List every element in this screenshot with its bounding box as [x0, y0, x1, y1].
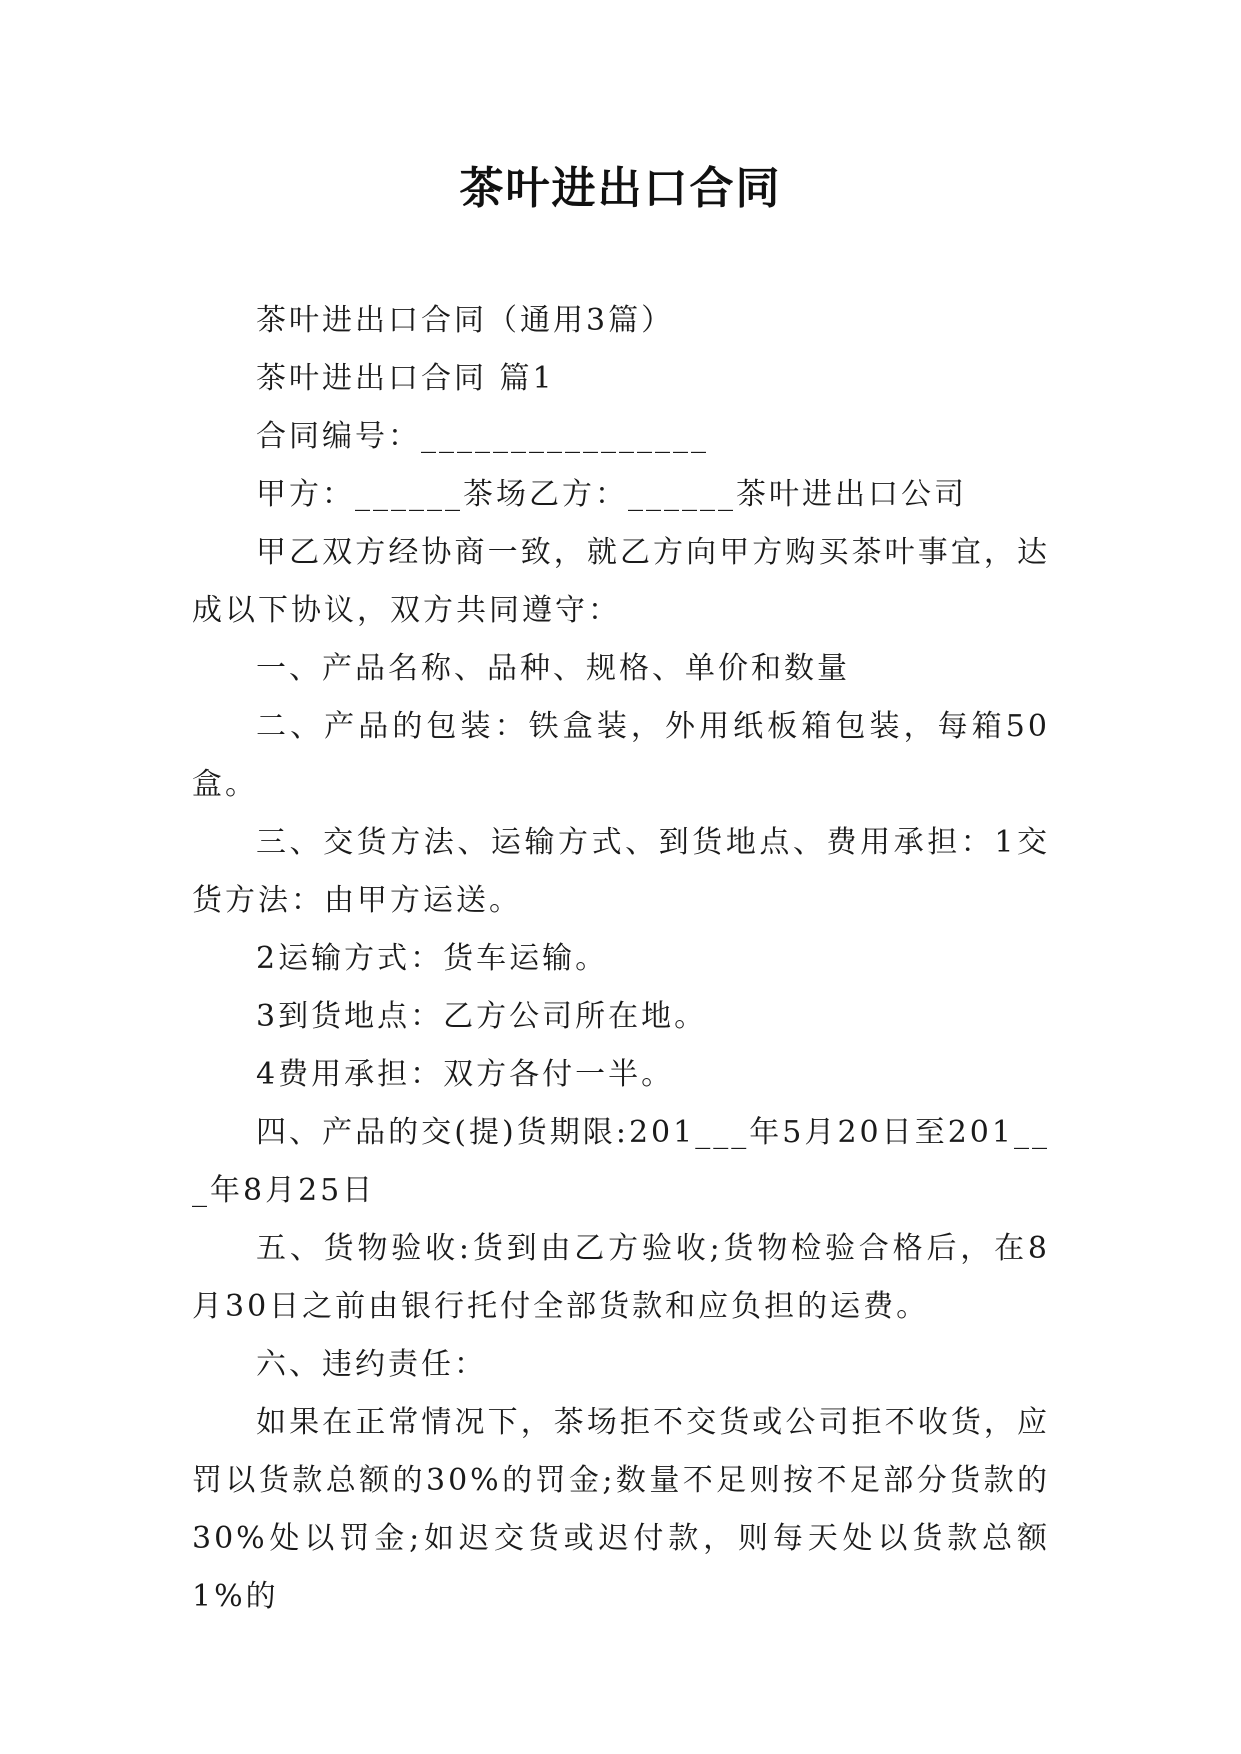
paragraph-clause-3-2: 2运输方式：货车运输。 — [256, 941, 609, 976]
document-title: 茶叶进出口合同 — [459, 163, 782, 214]
paragraph-contract-number: 合同编号：________________ — [256, 419, 709, 454]
paragraph-clause-6: 六、违约责任： — [256, 1347, 487, 1382]
paragraph-clause-6-text: 如果在正常情况下，茶场拒不交货或公司拒不收货，应罚以货款总额的30%的罚金;数量不足则按不足部分货款的30%处以罚金;如迟交货或迟付款，则每天处以货款总额1%的 — [192, 1405, 1050, 1614]
paragraph-clause-3-4: 4费用承担：双方各付一半。 — [256, 1057, 675, 1092]
paragraph-clause-5: 五、货物验收:货到由乙方验收;货物检验合格后，在8月30日之前由银行托付全部货款和应负担的运费。 — [192, 1231, 1050, 1324]
paragraph-clause-4: 四、产品的交(提)货期限:201___年5月20日至201___年8月25日 — [192, 1115, 1050, 1208]
paragraph-clause-1: 一、产品名称、品种、规格、单价和数量 — [256, 651, 850, 686]
paragraph-clause-3: 三、交货方法、运输方式、到货地点、费用承担：1交货方法：由甲方运送。 — [192, 825, 1050, 918]
paragraph-parties: 甲方：______茶场乙方：______茶叶进出口公司 — [256, 477, 967, 512]
paragraph-clause-2: 二、产品的包装：铁盒装，外用纸板箱包装，每箱50盒。 — [192, 709, 1050, 802]
document-body — [192, 292, 1050, 1626]
paragraph-part-heading: 茶叶进出口合同 篇1 — [256, 361, 555, 396]
paragraph-subtitle: 茶叶进出口合同（通用3篇） — [256, 303, 675, 338]
paragraph-preamble: 甲乙双方经协商一致，就乙方向甲方购买茶叶事宜，达成以下协议，双方共同遵守： — [192, 535, 1050, 628]
paragraph-clause-3-3: 3到货地点：乙方公司所在地。 — [256, 999, 708, 1034]
